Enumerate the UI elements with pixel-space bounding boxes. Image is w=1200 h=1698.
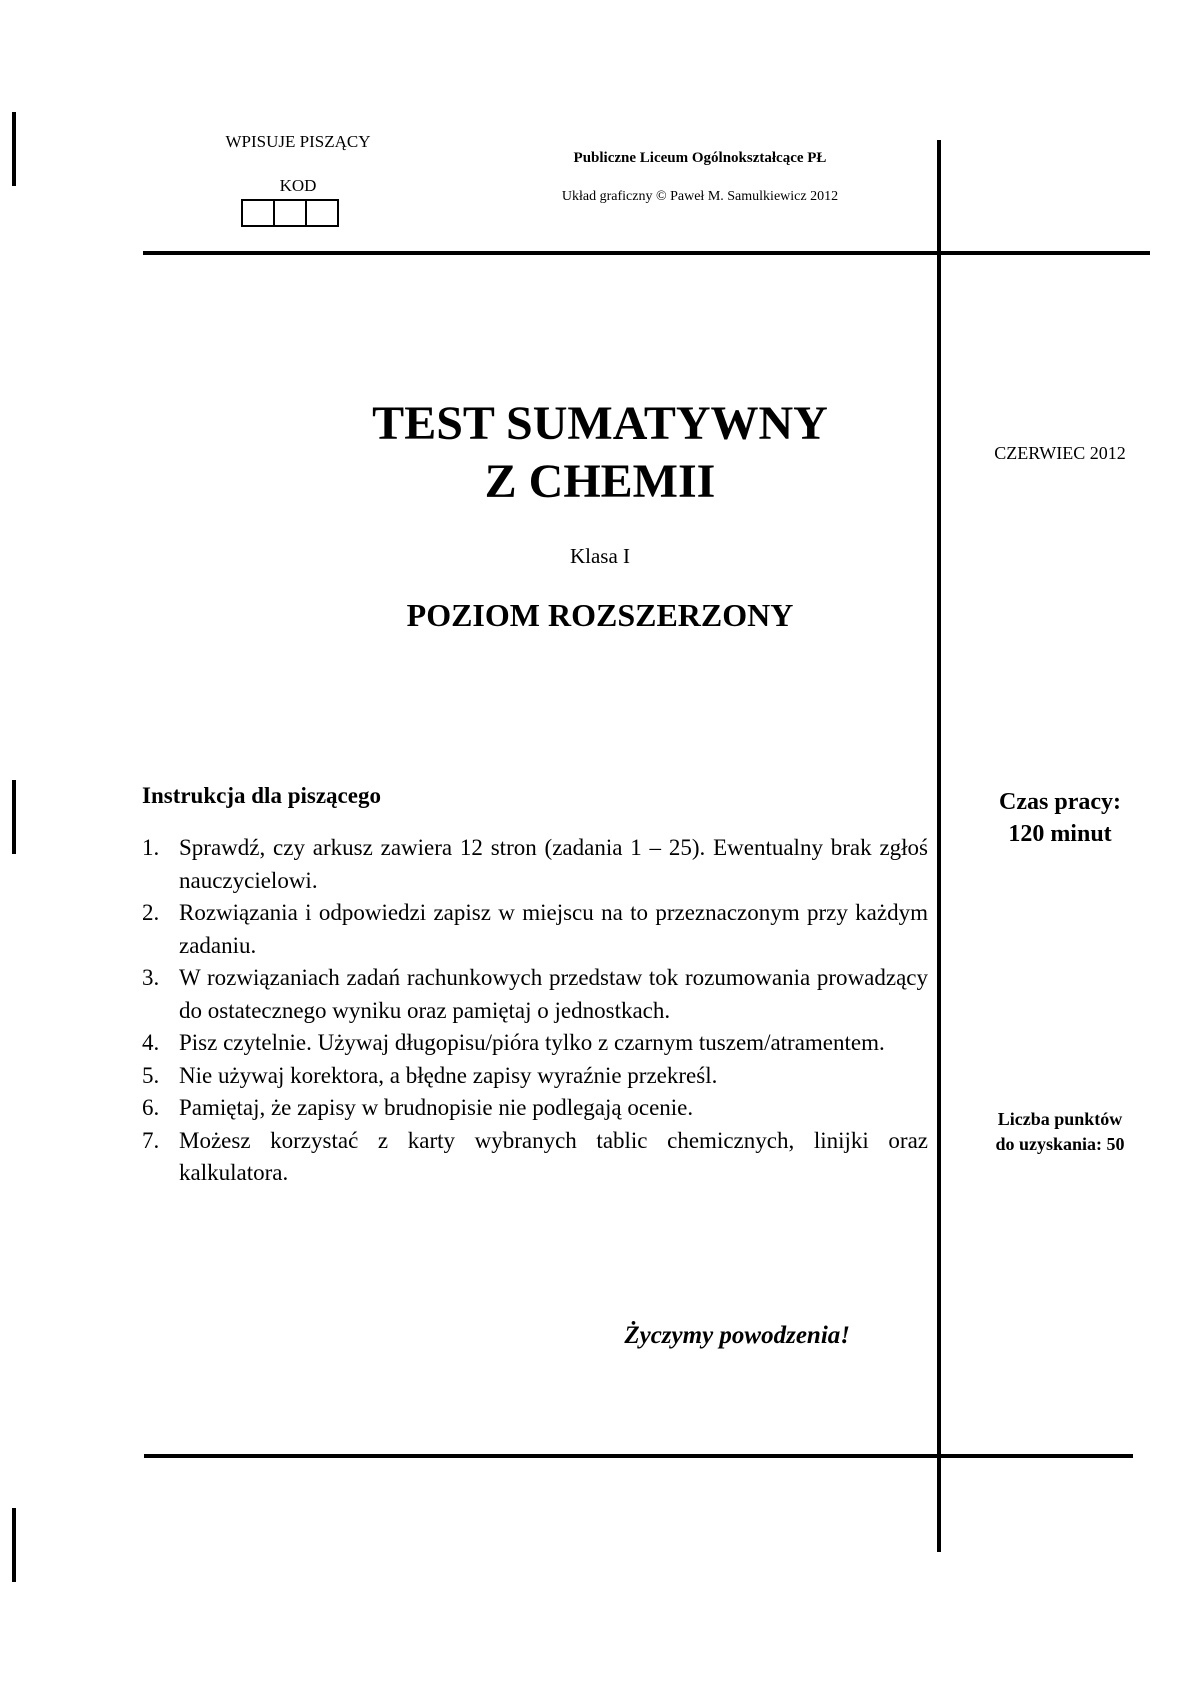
school-name: Publiczne Liceum Ogólnokształcące PŁ (573, 150, 827, 166)
instruction-item: 7. Możesz korzystać z karty wybranych tablic chemicznych, linijki oraz kalkulatora. (142, 1127, 928, 1185)
kod-box[interactable] (241, 199, 275, 227)
class-label: Klasa I (569, 544, 631, 568)
margin-mark-middle (12, 780, 16, 854)
kod-box[interactable] (273, 199, 307, 227)
good-luck-note: Życzymy powodzenia! (624, 1322, 850, 1349)
kod-boxes (241, 199, 339, 227)
instruction-item: 6. Pamiętaj, że zapisy w brudnopisie nie podlegają ocenie. (142, 1095, 694, 1120)
header-rule (143, 251, 1150, 255)
points-label: Liczba punktów (997, 1109, 1123, 1129)
test-title-line2: Z CHEMII (484, 455, 716, 508)
instruction-item: 4. Pisz czytelnie. Używaj długopisu/pióra tylko z czarnym tuszem/atramentem. (142, 1030, 885, 1055)
time-value: 120 minut (1008, 821, 1112, 847)
copyright-note: Układ graficzny © Paweł M. Samulkiewicz 2012 (561, 189, 839, 204)
points-value: do uzyskania: 50 (995, 1134, 1125, 1154)
footer-rule (144, 1454, 1133, 1458)
kod-box[interactable] (305, 199, 339, 227)
instruction-item: 2. Rozwiązania i odpowiedzi zapisz w miejscu na to przeznaczonym przy każdym zadaniu. (142, 900, 928, 958)
side-column-rule (937, 140, 941, 1552)
instruction-item: 1. Sprawdź, czy arkusz zawiera 12 stron (zadania 1 – 25). Ewentualny brak zgłoś nauczycielowi. (142, 835, 928, 893)
margin-mark-top (12, 112, 16, 186)
instruction-item: 3. W rozwiązaniach zadań rachunkowych przedstaw tok rozumowania prowadzący do ostatecznego wyniku oraz pamiętaj o jednostkach. (142, 965, 928, 1023)
wpisuje-piszacy-label: WPISUJE PISZĄCY (225, 132, 371, 151)
instruction-item: 5. Nie używaj korektora, a błędne zapisy wyraźnie przekreśl. (142, 1062, 718, 1088)
test-title-line1: TEST SUMATYWNY (372, 397, 828, 450)
margin-mark-bottom (12, 1508, 16, 1582)
exam-date: CZERWIEC 2012 (994, 443, 1126, 463)
instructions-list (142, 832, 928, 1190)
kod-label: KOD (279, 176, 317, 195)
time-label: Czas pracy: (999, 789, 1121, 815)
level-label: POZIOM ROZSZERZONY (406, 597, 794, 633)
instructions-heading: Instrukcja dla piszącego (142, 783, 381, 808)
test-title (300, 395, 900, 511)
